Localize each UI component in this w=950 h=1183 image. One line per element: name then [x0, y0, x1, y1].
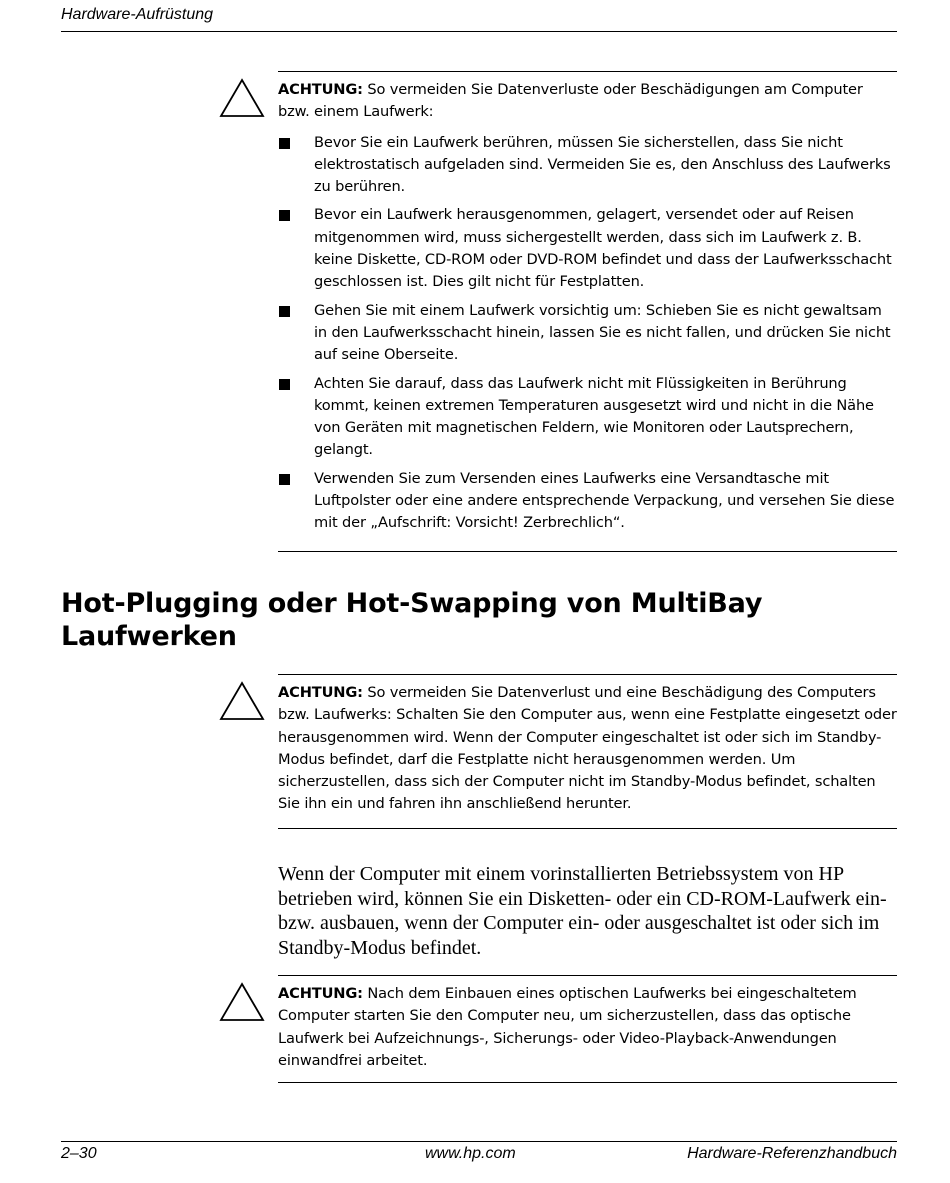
running-header: Hardware-Aufrüstung	[61, 6, 214, 23]
list-item: Achten Sie darauf, dass das Laufwerk nicht mit Flüssigkeiten in Berührung kommt, keinen extremen Temperaturen ausgesetzt wird und nicht in die Nähe von Geräten mit magnetischen Feldern, wie Monitoren oder Lautsprechern, gelangt.	[278, 373, 897, 462]
footer-rule	[61, 1141, 897, 1142]
list-item: Verwenden Sie zum Versenden eines Laufwerks eine Versandtasche mit Luftpolster oder eine andere entsprechende Verpackung, und versehen Sie diese mit der „Aufschrift: Vorsicht! Zerbrechlich“.	[278, 468, 897, 535]
caution-box-1	[278, 71, 897, 552]
caution-triangle-icon	[219, 681, 265, 721]
caution-label: ACHTUNG:	[278, 684, 363, 701]
header-rule	[61, 31, 897, 32]
list-item: Bevor Sie ein Laufwerk berühren, müssen Sie sicherstellen, dass Sie nicht elektrostatisch aufgeladen sind. Vermeiden Sie es, den Anschluss des Laufwerks zu berühren.	[278, 132, 897, 199]
section-heading: Hot-Plugging oder Hot-Swapping von MultiBay Laufwerken	[61, 588, 763, 652]
caution-label: ACHTUNG:	[278, 985, 363, 1002]
caution-text: So vermeiden Sie Datenverlust und eine Beschädigung des Computers bzw. Laufwerks: Schalten Sie den Computer aus, wenn eine Festplatte eingesetzt oder herausgenommen wird. Wenn der Computer eingeschaltet ist oder sich im Standby-Modus befindet, darf die Festplatte nicht herausgenommen werden. Um sicherzustellen, dass sich der Computer nicht im Standby-Modus befindet, schalten Sie ihn ein und fahren ihn anschließend herunter.	[278, 684, 897, 813]
bullet-square-icon	[279, 379, 290, 390]
caution-list	[278, 132, 897, 535]
caution-box-2	[278, 674, 897, 829]
caution-label: ACHTUNG:	[278, 81, 363, 98]
caution-box-3	[278, 975, 897, 1083]
footer-url: www.hp.com	[425, 1145, 516, 1162]
caution-bottom-rule	[278, 1082, 897, 1083]
page-number: 2–30	[61, 1145, 97, 1162]
caution-intro	[278, 79, 897, 124]
caution-bottom-rule	[278, 551, 897, 552]
caution-text: Nach dem Einbauen eines optischen Laufwerks bei eingeschaltetem Computer starten Sie den Computer neu, um sicherzustellen, dass das optische Laufwerk bei Aufzeichnungs-, Sicherungs- oder Video-Playback-Anwendungen einwandfrei arbeitet.	[278, 985, 857, 1069]
list-item: Gehen Sie mit einem Laufwerk vorsichtig um: Schieben Sie es nicht gewaltsam in den Laufwerksschacht hinein, lassen Sie es nicht fallen, und drücken Sie nicht auf seine Oberseite.	[278, 300, 897, 367]
bullet-square-icon	[279, 474, 290, 485]
footer-manual-title: Hardware-Referenzhandbuch	[687, 1145, 897, 1162]
list-item: Bevor ein Laufwerk herausgenommen, gelagert, versendet oder auf Reisen mitgenommen wird, muss sichergestellt werden, dass sich im Laufwerk z. B. keine Diskette, CD-ROM oder DVD-ROM befindet und dass der Laufwerksschacht geschlossen ist. Dies gilt nicht für Festplatten.	[278, 204, 897, 293]
bullet-square-icon	[279, 306, 290, 317]
caution-intro-text: So vermeiden Sie Datenverluste oder Beschädigungen am Computer bzw. einem Laufwerk:	[278, 81, 863, 121]
caution-triangle-icon	[219, 78, 265, 118]
bullet-square-icon	[279, 210, 290, 221]
caution-triangle-icon	[219, 982, 265, 1022]
body-paragraph: Wenn der Computer mit einem vorinstallierten Betriebssystem von HP betrieben wird, können Sie ein Disketten- oder ein CD-ROM-Laufwerk ein- bzw. ausbauen, wenn der Computer ein- oder ausgeschaltet ist oder sich im Standby-Modus befindet.	[278, 863, 887, 959]
caution-bottom-rule	[278, 828, 897, 829]
bullet-square-icon	[279, 138, 290, 149]
